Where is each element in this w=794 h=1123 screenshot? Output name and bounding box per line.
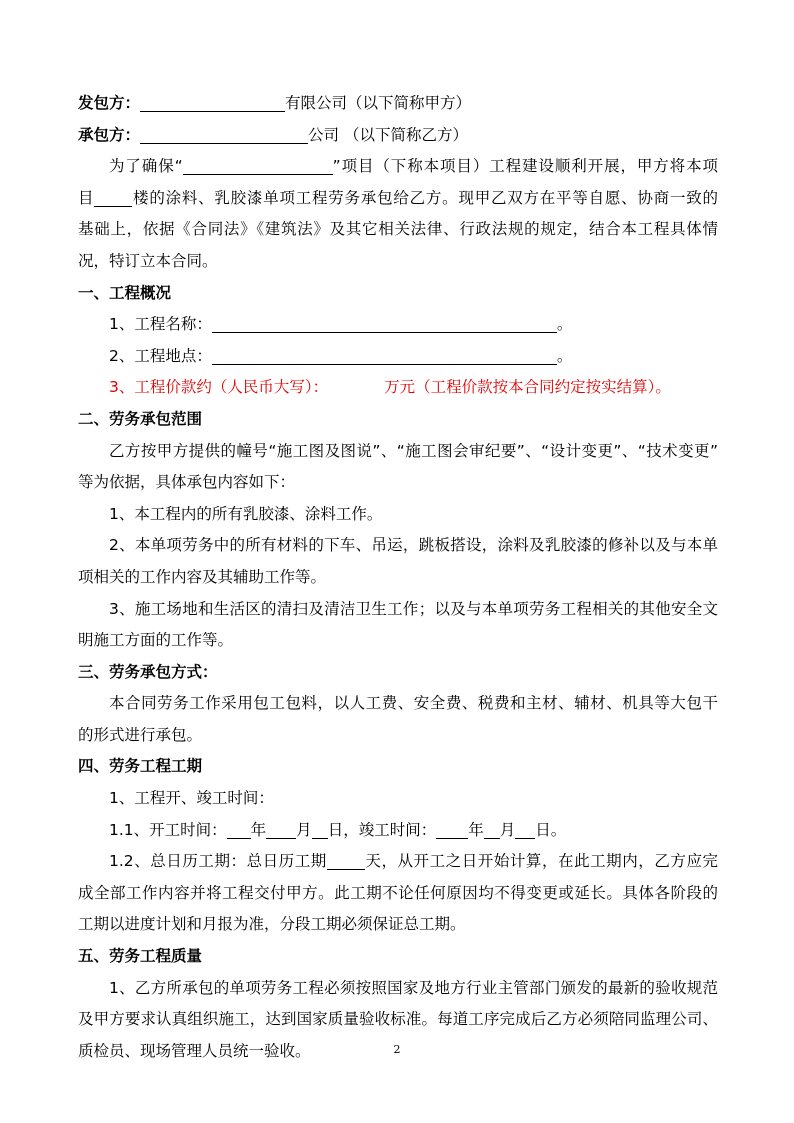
month-text: 月 xyxy=(296,820,312,839)
party-a-line xyxy=(78,88,718,120)
s5-paragraph-line-2: 及甲方要求认真组织施工，达到国家质量验收标准。每道工序完成后乙方必须陪同监理公司、 xyxy=(78,1010,718,1029)
intro-line-1 xyxy=(78,151,718,183)
price-label: 3、工程价款约（人民币大写）： xyxy=(109,378,329,397)
project-location-line xyxy=(78,341,718,373)
period: 。 xyxy=(556,315,573,334)
s2-item-1: 1、本工程内的所有乳胶漆、涂料工作。 xyxy=(109,504,383,523)
s2-item-2-line-2: 项相关的工作内容及其辅助工作等。 xyxy=(78,567,327,586)
s4-item-1-1 xyxy=(78,815,718,847)
project-location-field xyxy=(212,345,557,365)
duration-text: 天，从开工之日开始计算，在此工期内，乙方应完 xyxy=(364,852,718,871)
s2-paragraph-line-2: 等为依据，具体承包内容如下： xyxy=(78,473,296,492)
intro-line-3: 基础上，依据《合同法》《建筑法》及其它相关法律、行政法规的规定，结合本工程具体情 xyxy=(78,220,718,239)
section-4-heading: 四、劳务工程工期 xyxy=(78,757,203,776)
party-a-label: 发包方： xyxy=(78,94,141,112)
s5-paragraph-line-3: 质检员、现场管理人员统一验收。 xyxy=(78,1041,311,1060)
party-a-suffix: 有限公司（以下简称甲方） xyxy=(285,94,472,112)
project-name-field xyxy=(212,313,557,333)
s2-item-3-line-2: 明施工方面的工作等。 xyxy=(78,631,234,650)
end-year-blank xyxy=(436,819,468,839)
project-price-line xyxy=(78,372,718,404)
page-number: 2 xyxy=(393,1043,401,1056)
s2-item-2-line-1: 2、本单项劳务中的所有材料的下车、吊运，跳板搭设，涂料及乳胶漆的修补以及与本单 xyxy=(109,536,718,555)
party-b-label: 承包方： xyxy=(78,125,141,144)
year-text: 年 xyxy=(468,820,484,839)
s2-item-3-line-1: 3、施工场地和生活区的清扫及清洁卫生工作；以及与本单项劳务工程相关的其他安全文 xyxy=(109,599,718,618)
intro-text: ”项目（下称本项目）工程建设顺利开展，甲方将本项 xyxy=(332,157,718,176)
section-2-heading: 二、劳务承包范围 xyxy=(78,409,203,428)
start-day-blank xyxy=(312,819,328,839)
contract-page xyxy=(78,88,718,1067)
s4-item-1: 1、工程开、竣工时间： xyxy=(109,789,274,808)
month-text: 月 xyxy=(499,820,516,839)
party-a-blank xyxy=(140,92,285,112)
intro-text: 目 xyxy=(78,188,95,207)
field-label: 1、工程名称： xyxy=(109,315,212,334)
field-label: 2、工程地点： xyxy=(109,346,212,365)
day-text: 日。 xyxy=(535,820,567,839)
duration-days-blank xyxy=(327,850,365,870)
s2-paragraph-line-1: 乙方按甲方提供的幢号“施工图及图说”、“施工图会审纪要”、“设计变更”、“技术变更” xyxy=(109,441,718,460)
intro-text: 楼的涂料、乳胶漆单项工程劳务承包给乙方。现甲乙双方在平等自愿、协商一致的 xyxy=(132,188,718,207)
price-note: 万元（工程价款按本合同约定按实结算）。 xyxy=(384,378,671,397)
year-text: 年 xyxy=(250,820,267,839)
project-name-line xyxy=(78,309,718,341)
section-5-heading: 五、劳务工程质量 xyxy=(78,947,203,966)
s3-paragraph-line-1: 本合同劳务工作采用包工包料，以人工费、安全费、税费和主材、辅材、机具等大包干 xyxy=(109,694,718,713)
start-year-blank xyxy=(227,819,251,839)
s4-item-1-2-line-3: 工期以进度计划和月报为准，分段工期必须保证总工期。 xyxy=(78,915,466,934)
project-name-blank xyxy=(183,155,333,175)
party-b-blank xyxy=(140,124,308,144)
period: 。 xyxy=(556,346,573,365)
end-month-blank xyxy=(484,819,500,839)
intro-text: 为了确保“ xyxy=(109,157,183,176)
s5-paragraph-line-1: 1、乙方所承包的单项劳务工程必须按照国家及地方行业主管部门颁发的最新的验收规范 xyxy=(109,978,718,997)
building-blank xyxy=(94,187,132,207)
end-time-label: 日，竣工时间： xyxy=(327,820,437,839)
duration-label: 1.2、总日历工期：总日历工期 xyxy=(109,852,327,871)
party-b-line xyxy=(78,120,718,152)
section-3-heading: 三、劳务承包方式： xyxy=(78,662,218,681)
s4-item-1-2-line-2: 成全部工作内容并将工程交付甲方。此工期不论任何原因均不得变更或延长。具体各阶段的 xyxy=(78,883,718,902)
party-b-suffix: 公司 （以下简称乙方） xyxy=(308,125,468,144)
s4-item-1-2-line-1 xyxy=(78,846,718,878)
intro-line-2 xyxy=(78,183,718,215)
intro-line-4: 况，特订立本合同。 xyxy=(78,251,218,270)
end-day-blank xyxy=(515,819,535,839)
start-month-blank xyxy=(266,819,296,839)
start-time-label: 1.1、开工时间： xyxy=(109,820,227,839)
section-1-heading: 一、工程概况 xyxy=(78,283,172,302)
s3-paragraph-line-2: 的形式进行承包。 xyxy=(78,725,203,744)
